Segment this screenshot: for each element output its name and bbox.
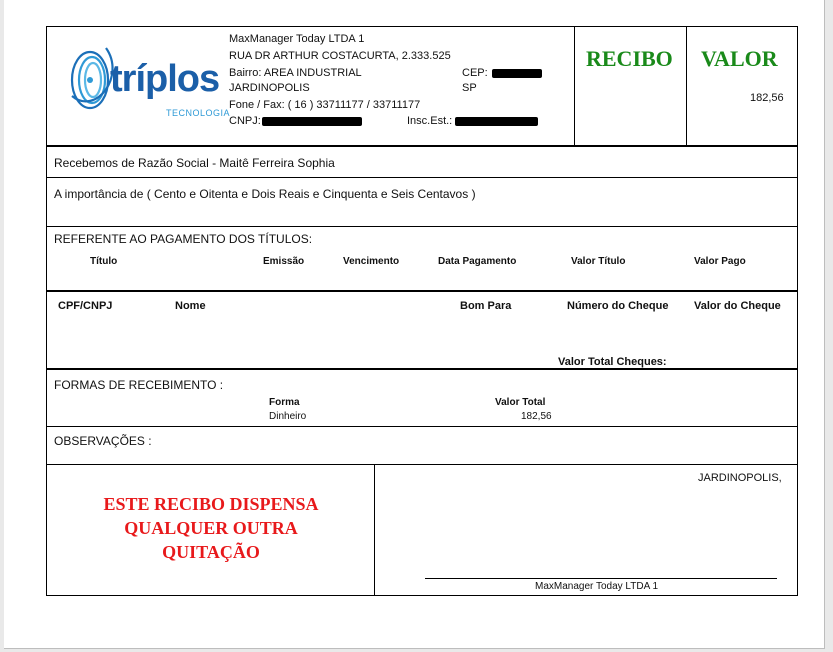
cep-redaction bbox=[492, 69, 542, 78]
col-cpf-cnpj: CPF/CNPJ bbox=[58, 300, 113, 312]
payment-total-value: 182,56 bbox=[521, 411, 552, 422]
row-divider bbox=[46, 226, 798, 227]
recibo-title: RECIBO bbox=[586, 46, 673, 71]
company-phone: Fone / Fax: ( 16 ) 33711177 / 33711177 bbox=[229, 99, 421, 111]
row-divider bbox=[46, 426, 798, 427]
payment-form-value: Dinheiro bbox=[269, 411, 307, 422]
company-name: MaxManager Today LTDA 1 bbox=[229, 33, 365, 45]
payment-heading: FORMAS DE RECEBIMENTO : bbox=[54, 378, 224, 392]
cnpj-redaction bbox=[262, 117, 362, 126]
quitacao-line-1: ESTE RECIBO DISPENSA bbox=[103, 494, 319, 514]
header-divider-2 bbox=[686, 26, 687, 146]
cnpj-label: CNPJ: bbox=[229, 115, 261, 127]
signature-name: MaxManager Today LTDA 1 bbox=[535, 581, 659, 592]
col-numero-cheque: Número do Cheque bbox=[567, 300, 669, 312]
logo-text: tríplos bbox=[110, 58, 220, 100]
row-divider bbox=[46, 464, 798, 465]
received-from: Recebemos de Razão Social - Maitê Ferreira Sophia bbox=[54, 156, 335, 170]
col-valor-pago: Valor Pago bbox=[694, 256, 746, 267]
payment-form-header: Forma bbox=[269, 397, 300, 408]
company-district: Bairro: AREA INDUSTRIAL bbox=[229, 67, 362, 79]
signature-line bbox=[425, 578, 777, 579]
col-nome: Nome bbox=[175, 300, 206, 312]
quitacao-line-3: QUITAÇÃO bbox=[162, 542, 260, 562]
col-bom-para: Bom Para bbox=[460, 300, 512, 312]
col-emissao: Emissão bbox=[263, 256, 305, 267]
col-valor-titulo: Valor Título bbox=[571, 256, 626, 267]
cheques-section bbox=[47, 290, 797, 370]
header-divider bbox=[574, 26, 575, 146]
valor-title: VALOR bbox=[701, 46, 778, 71]
cep-label: CEP: bbox=[462, 67, 488, 79]
footer-divider bbox=[374, 464, 375, 596]
receipt-amount: 182,56 bbox=[750, 92, 784, 104]
amount-in-words: A importância de ( Cento e Oitenta e Dois Reais e Cinquenta e Seis Centavos ) bbox=[54, 187, 476, 201]
col-valor-cheque: Valor do Cheque bbox=[694, 300, 781, 312]
col-titulo: Título bbox=[90, 256, 118, 267]
payment-total-header: Valor Total bbox=[495, 397, 546, 408]
col-vencimento: Vencimento bbox=[343, 256, 400, 267]
logo-subtext: TECNOLOGIA bbox=[166, 108, 231, 118]
company-state: SP bbox=[462, 82, 477, 94]
quitacao-line-2: QUALQUER OUTRA bbox=[124, 518, 298, 538]
company-logo bbox=[66, 36, 231, 128]
row-divider bbox=[46, 177, 798, 178]
footer-city: JARDINOPOLIS, bbox=[698, 472, 782, 484]
observacoes-label: OBSERVAÇÕES : bbox=[54, 434, 152, 448]
col-data-pagamento: Data Pagamento bbox=[438, 256, 517, 267]
insc-redaction bbox=[455, 117, 538, 126]
company-city: JARDINOPOLIS bbox=[229, 82, 310, 94]
receipt-page bbox=[4, 0, 825, 649]
quitacao-message bbox=[52, 492, 370, 564]
company-address: RUA DR ARTHUR COSTACURTA, 2.333.525 bbox=[229, 50, 451, 62]
insc-label: Insc.Est.: bbox=[407, 115, 453, 127]
titles-heading: REFERENTE AO PAGAMENTO DOS TÍTULOS: bbox=[54, 232, 313, 246]
cheques-total-label: Valor Total Cheques: bbox=[558, 356, 667, 368]
